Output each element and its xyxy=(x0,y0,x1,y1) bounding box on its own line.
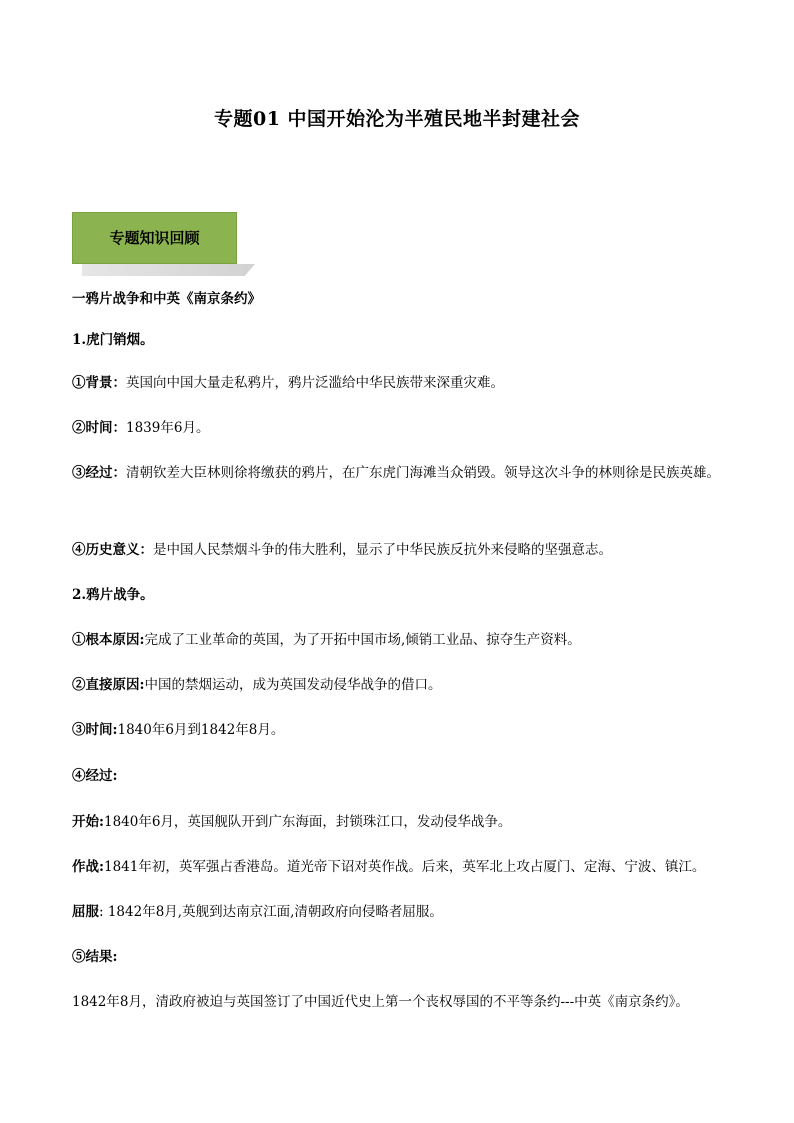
para-war-time xyxy=(72,720,732,740)
para-fighting xyxy=(72,857,732,877)
para-surrender xyxy=(72,902,732,922)
label: ①背景： xyxy=(72,375,126,391)
section-heading: 一鸦片战争和中英《南京条约》 xyxy=(72,291,261,307)
para-time xyxy=(72,418,732,438)
para-result: 1842年8月，清政府被迫与英国签订了中国近代史上第一个丧权辱国的不平等条约---中英《南京条约》。 xyxy=(72,994,689,1010)
text: 清朝钦差大臣林则徐将缴获的鸦片，在广东虎门海滩当众销毁。领导这次斗争的林则徐是民族英雄。 xyxy=(126,465,720,481)
page-title: 专题01 中国开始沦为半殖民地半封建社会 xyxy=(213,108,581,130)
banner-shadow xyxy=(82,264,255,276)
para-start xyxy=(72,812,732,832)
text: 中国的禁烟运动，成为英国发动侵华战争的借口。 xyxy=(144,677,442,693)
text: 1841年初，英军强占香港岛。道光帝下诏对英作战。后来，英军北上攻占厦门、定海、宁波、镇江。 xyxy=(103,859,706,875)
para-direct-cause xyxy=(72,675,732,695)
label: ③时间: xyxy=(72,722,118,738)
text: 完成了工业革命的英国，为了开拓中国市场,倾销工业品、掠夺生产资料。 xyxy=(144,632,581,648)
label: ④历史意义： xyxy=(72,542,153,558)
label: ①根本原因: xyxy=(72,632,145,648)
label: ③经过： xyxy=(72,465,126,481)
subheading-humen: 1.虎门销烟。 xyxy=(72,332,154,348)
text: 英国向中国大量走私鸦片，鸦片泛滥给中华民族带来深重灾难。 xyxy=(126,375,504,391)
subheading-opium-war: 2.鸦片战争。 xyxy=(72,587,154,603)
label: ②时间： xyxy=(72,420,126,436)
text: 1840年6月，英国舰队开到广东海面，封锁珠江口，发动侵华战争。 xyxy=(103,814,512,830)
text: 1840年6月到1842年8月。 xyxy=(117,722,285,738)
para-result-label: ⑤结果: xyxy=(72,949,118,965)
para-process xyxy=(72,456,732,490)
label: ②直接原因: xyxy=(72,677,145,693)
text: 1839年6月。 xyxy=(126,420,210,436)
text: : 1842年8月,英舰到达南京江面,清朝政府向侵略者屈服。 xyxy=(99,904,443,920)
para-root-cause xyxy=(72,630,732,650)
label: 开始: xyxy=(72,814,104,830)
section-banner xyxy=(72,212,237,264)
banner-label: 专题知识回顾 xyxy=(109,229,200,247)
para-significance xyxy=(72,540,732,560)
label: 作战: xyxy=(72,859,104,875)
para-background xyxy=(72,373,732,393)
label: 屈服 xyxy=(72,904,99,920)
para-process-label: ④经过: xyxy=(72,768,118,784)
text: 是中国人民禁烟斗争的伟大胜利，显示了中华民族反抗外来侵略的坚强意志。 xyxy=(153,542,612,558)
